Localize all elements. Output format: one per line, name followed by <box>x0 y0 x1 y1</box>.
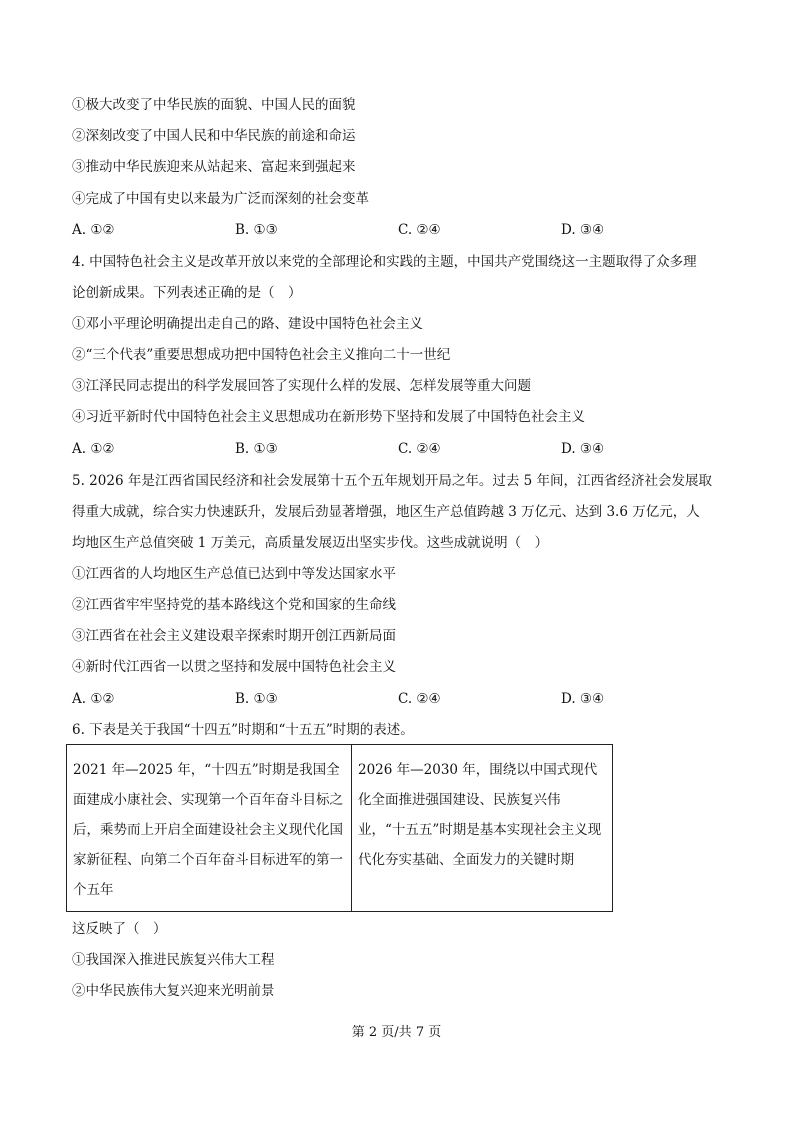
q3-option-b[interactable]: B. ①③ <box>235 222 278 238</box>
q6-item-1: ①我国深入推进民族复兴伟大工程 <box>72 952 275 968</box>
q5-stem-line-1: 5. 2026 年是江西省国民经济和社会发展第十五个五年规划开局之年。过去 5 年间，江西省经济社会发展取 <box>72 473 712 489</box>
q6-stem: 6. 下表是关于我国“十四五”时期和“十五五”时期的表述。 <box>72 722 414 738</box>
q4-option-b[interactable]: B. ①③ <box>235 441 278 457</box>
q4-item-3: ③江泽民同志提出的科学发展回答了实现什么样的发展、怎样发展等重大问题 <box>72 378 531 394</box>
page-footer: 第 2 页/共 7 页 <box>351 1025 442 1040</box>
q4-stem-line-2: 论创新成果。下列表述正确的是（ ） <box>72 285 302 301</box>
q5-item-2: ②江西省牢牢坚持党的基本路线这个党和国家的生命线 <box>72 597 396 613</box>
q5-item-1: ①江西省的人均地区生产总值已达到中等发达国家水平 <box>72 566 396 582</box>
q5-option-d[interactable]: D. ③④ <box>561 691 605 707</box>
table-row <box>67 745 613 912</box>
q6-comparison-table <box>66 744 613 912</box>
table-cell-15th-five-year: 2026 年—2030 年，围绕以中国式现代化全面推进强国建设、民族复兴伟业，“十五五”时期是基本实现社会主义现代化夯实基础、全面发力的关键时期 <box>352 745 613 912</box>
q5-item-3: ③江西省在社会主义建设艰辛探索时期开创江西新局面 <box>72 628 396 644</box>
q4-item-4: ④习近平新时代中国特色社会主义思想成功在新形势下坚持和发展了中国特色社会主义 <box>72 409 585 425</box>
q4-item-1: ①邓小平理论明确提出走自己的路、建设中国特色社会主义 <box>72 316 423 332</box>
q3-item-2: ②深刻改变了中国人民和中华民族的前途和命运 <box>72 128 356 144</box>
q3-option-d[interactable]: D. ③④ <box>561 222 605 238</box>
table-cell-14th-five-year: 2021 年—2025 年，“十四五”时期是我国全面建成小康社会、实现第一个百年奋斗目标之后，乘势而上开启全面建设社会主义现代化国家新征程、向第二个百年奋斗目标进军的第一个五年 <box>67 745 352 912</box>
q5-stem-line-3: 均地区生产总值突破 1 万美元，高质量发展迈出坚实步伐。这些成就说明（ ） <box>72 535 549 551</box>
q5-option-b[interactable]: B. ①③ <box>235 691 278 707</box>
q3-item-4: ④完成了中国有史以来最为广泛而深刻的社会变革 <box>72 191 369 207</box>
q4-option-a[interactable]: A. ①② <box>72 441 115 457</box>
q6-item-2: ②中华民族伟大复兴迎来光明前景 <box>72 983 275 999</box>
q6-prompt: 这反映了（ ） <box>72 921 167 937</box>
q3-item-1: ①极大改变了中华民族的面貌、中国人民的面貌 <box>72 97 356 113</box>
q4-stem-line-1: 4. 中国特色社会主义是改革开放以来党的全部理论和实践的主题，中国共产党围绕这一主题取得了众多理 <box>72 254 697 270</box>
q4-option-c[interactable]: C. ②④ <box>398 441 441 457</box>
q3-option-a[interactable]: A. ①② <box>72 222 115 238</box>
q3-option-c[interactable]: C. ②④ <box>398 222 441 238</box>
q4-item-2: ②“三个代表”重要思想成功把中国特色社会主义推向二十一世纪 <box>72 347 451 363</box>
q3-item-3: ③推动中华民族迎来从站起来、富起来到强起来 <box>72 159 356 175</box>
q5-item-4: ④新时代江西省一以贯之坚持和发展中国特色社会主义 <box>72 659 396 675</box>
q5-option-a[interactable]: A. ①② <box>72 691 115 707</box>
q4-option-d[interactable]: D. ③④ <box>561 441 605 457</box>
q5-option-c[interactable]: C. ②④ <box>398 691 441 707</box>
q5-stem-line-2: 得重大成就，综合实力快速跃升，发展后劲显著增强，地区生产总值跨越 3 万亿元、达到 3.6 万亿元，人 <box>72 504 700 520</box>
